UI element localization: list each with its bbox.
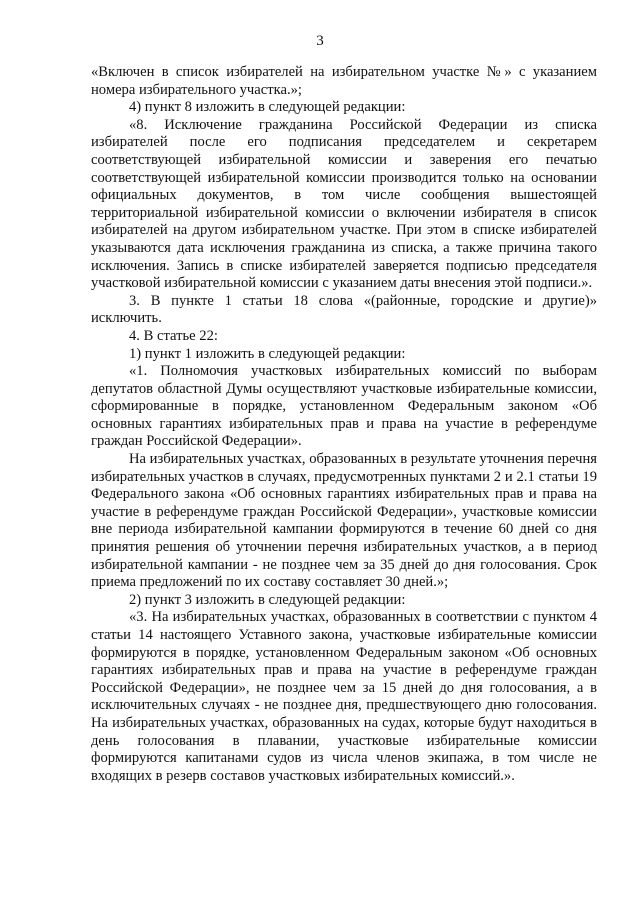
paragraph: «3. На избирательных участках, образованных в соответствии с пунктом 4 статьи 14 настоящего Уставного закона, участковые избирательные комиссии формируются в порядке, установленном Федеральным законом «Об основных гарантиях избирательных прав и права на участие в референдуме граждан Российской Федерации», не позднее чем за 15 дней до дня голосования, а в исключительных случаях - не позднее дня, предшествующего дню голосования. На избирательных участках, образованных на судах, которые будут находиться в день голосования в плавании, участковые избирательные комиссии формируются капитанами судов из числа членов экипажа, в том числе не входящих в резерв составов участковых избирательных комиссий.».	[91, 609, 597, 784]
paragraph: «1. Полномочия участковых избирательных комиссий по выборам депутатов областной Думы осуществляют участковые избирательные комиссии, сформированные в порядке, установленном Федеральным законом «Об основных гарантиях избирательных прав и права на участие в референдуме граждан Российской Федерации».	[91, 363, 597, 450]
page-number: 3	[316, 33, 324, 49]
paragraph: «8. Исключение гражданина Российской Федерации из списка избирателей после его подписания председателем и секретарем соответствующей избирательной комиссии и заверения его печатью соответствующей избирательной комиссии производится только на основании официальных документов, в том числе сообщения вышестоящей территориальной избирательной комиссии о включении избирателя в список избирателей на другом избирательном участке. При этом в списке избирателей указываются дата исключения гражданина из списка, а также причина такого исключения. Запись в списке избирателей заверяется подписью председателя участковой избирательной комиссии с указанием даты внесения этой подписи.».	[91, 116, 597, 292]
paragraph: На избирательных участках, образованных в результате уточнения перечня избирательных участков в случаях, предусмотренных пунктами 2 и 2.1 статьи 19 Федерального закона «Об основных гарантиях избирательных прав и права на участие в референдуме граждан Российской Федерации», участковые комиссии вне периода избирательной кампании формируются в течение 60 дней со дня принятия решения об уточнении перечня избирательных участков, а в период избирательной кампании - не позднее чем за 35 дней до дня голосования. Срок приема предложений по их составу составляет 30 дней.»;	[91, 451, 597, 591]
paragraph: 1) пункт 1 изложить в следующей редакции:	[129, 345, 406, 362]
paragraph: 4) пункт 8 изложить в следующей редакции:	[129, 99, 406, 116]
document-body	[91, 64, 597, 785]
paragraph: 4. В статье 22:	[129, 327, 218, 344]
paragraph: 2) пункт 3 изложить в следующей редакции:	[129, 591, 406, 608]
paragraph: 3. В пункте 1 статьи 18 слова «(районные, городские и другие)» исключить.	[91, 292, 597, 327]
paragraph: «Включен в список избирателей на избирательном участке №» с указанием номера избирательного участка.»;	[91, 64, 597, 98]
